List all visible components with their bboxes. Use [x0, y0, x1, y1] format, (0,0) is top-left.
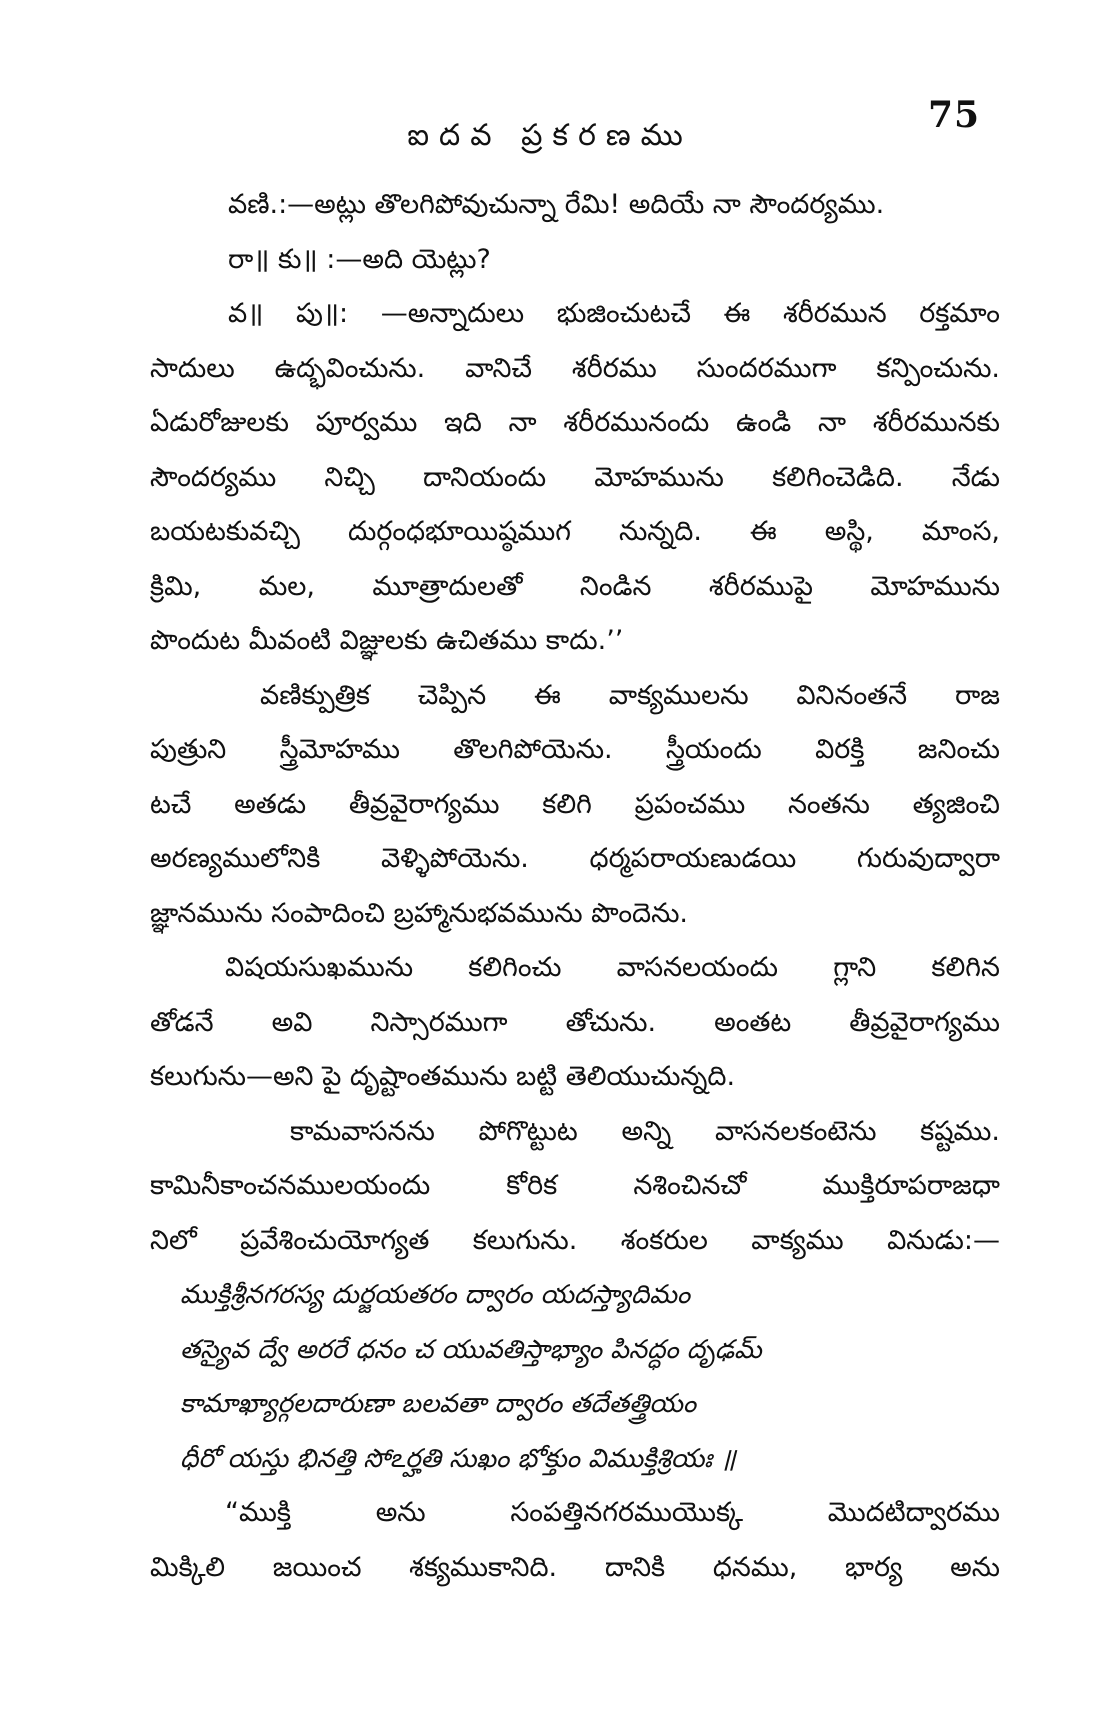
text-line: విషయసుఖమును కలిగించు వాసనలయందు గ్లాని కలిగిన — [225, 952, 1000, 983]
text-line: పుత్రుని స్త్రీమోహము తొలగిపోయెను. స్త్రీయందు విరక్తి జనించు — [150, 734, 1000, 765]
text-line: క్రిమి, మల, మూత్రాదులతో నిండిన శరీరముపై మోహమును — [150, 570, 1000, 602]
text-line: టచే అతడు తీవ్రవైరాగ్యము కలిగి ప్రపంచము నంతను త్యజించి — [150, 788, 1000, 820]
text-line: బయటకువచ్చి దుర్గంధభూయిష్ఠముగ నున్నది. ఈ అస్థి, మాంస, — [150, 516, 1000, 547]
body-text — [150, 178, 1000, 1595]
verse-line: కామాఖ్యార్గలదారుణా బలవతా ద్వారం తదేతత్త్రియం — [180, 1389, 697, 1419]
running-head: ఐదవ ప్రకరణము — [407, 118, 693, 153]
verse-line: ముక్తిశ్రీనగరస్య దుర్జయతరం ద్వారం యదస్త్యాదిమం — [180, 1280, 691, 1310]
text-line: జ్ఞానమును సంపాదించి బ్రహ్మానుభవమును పొందెను. — [150, 897, 688, 929]
text-line: ఏడురోజులకు పూర్వము ఇది నా శరీరమునందు ఉండి నా శరీరమునకు — [150, 407, 1000, 438]
verse-line: ధీరో యస్తు భినత్తి సోఽర్హతి సుఖం భోక్తుం విముక్తిశ్రియః ॥ — [180, 1443, 736, 1474]
page-number: 75 — [928, 94, 981, 136]
text-line: కామవాసనను పోగొట్టుట అన్ని వాసనలకంటెను కష్టము. — [290, 1115, 1000, 1147]
text-line: అరణ్యములోనికి వెళ్ళిపోయెను. ధర్మపరాయణుడయి గురువుద్వారా — [150, 843, 1000, 874]
text-line: తోడనే అవి నిస్సారముగా తోచును. అంతట తీవ్రవైరాగ్యము — [150, 1006, 1000, 1038]
text-line: పొందుట మీవంటి విజ్ఞులకు ఉచితము కాదు.’’ — [150, 625, 624, 656]
text-line: వణిక్పుత్రిక చెప్పిన ఈ వాక్యములను వినినంతనే రాజ — [260, 679, 1000, 711]
text-line: సాదులు ఉద్భవించును. వానిచే శరీరము సుందరముగా కన్పించును. — [150, 352, 1000, 384]
text-line: సౌందర్యము నిచ్చి దానియందు మోహమును కలిగించెడిది. నేడు — [150, 461, 1000, 493]
text-line: వ॥ పు॥: —అన్నాదులు భుజించుటచే ఈ శరీరమున రక్తమాం — [228, 298, 1000, 329]
text-line: “ముక్తి అను సంపత్తినగరముయొక్క మొదటిద్వారము — [225, 1497, 1000, 1528]
verse-line: తస్యైవ ద్వే అరరే ధనం చ యువతిస్తాభ్యాం పినద్ధం దృఢమ్ — [180, 1334, 762, 1365]
text-line: కలుగును—అని పై దృష్టాంతమును బట్టి తెలియుచున్నది. — [150, 1061, 736, 1092]
text-line: మిక్కిలి జయించ శక్యముకానిది. దానికి ధనము, భార్య అను — [150, 1551, 1000, 1583]
text-line: కామినీకాంచనములయందు కోరిక నశించినచో ముక్తిరూపరాజధా — [150, 1170, 1000, 1201]
text-line: నిలో ప్రవేశించుయోగ్యత కలుగును. శంకరుల వాక్యము వినుడు:— — [150, 1224, 1000, 1256]
text-line: రా॥ కు॥ :—అది యెట్లు? — [228, 243, 491, 275]
text-line: వణి.:—అట్లు తొలగిపోవుచున్నా రేమి! అదియే నా సౌందర్యము. — [228, 189, 885, 220]
